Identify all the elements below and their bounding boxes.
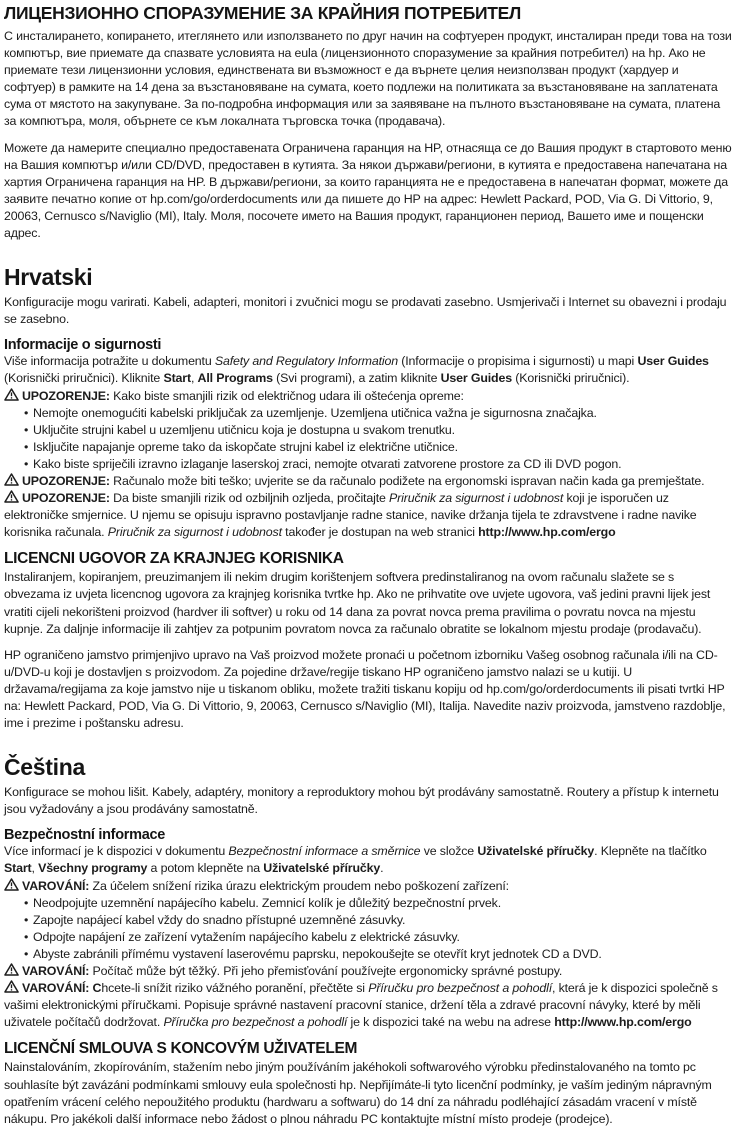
hr-warning-injury: UPOZORENJE: Da biste smanjili rizik od ozbiljnih ozljeda, pročitajte Priručnik za sigurnost i udobnost koji je isporučen uz elektroničke smjernice. U njemu se opisuju ispravno postavljanje radne stanice, navike držanja tijela te zdravstvene i radne navike korisnika računala. Priručnik za sigurnost i udobnost također je dostupan na web stranici http://www.hp.com/ergo	[4, 491, 697, 540]
cs-intro-paragraph: Konfigurace se mohou lišit. Kabely, adaptéry, monitory a reproduktory mohou být prodávány samostatně. Routery a přístup k internetu jsou vyžadovány a jsou prodávány samostatně.	[4, 785, 719, 817]
hr-warning-heavy: UPOZORENJE: Računalo može biti teško; uvjerite se da računalo podižete na ergonomski ispravan način kada ga premještate.	[4, 473, 733, 490]
hr-language-heading: Hrvatski	[4, 264, 93, 291]
bullet-item: • Odpojte napájení ze zařízení vytažením napájecího kabelu z elektrické zásuvky.	[4, 929, 733, 946]
bullet-item: • Kako biste spriječili izravno izlaganje laserskoj zraci, nemojte otvarati zatvorene prostore za CD ili DVD pogon.	[4, 456, 733, 473]
cs-warning-injury: VAROVÁNÍ: Chcete-li snížit riziko vážného poranění, přečtěte si Příručku pro bezpečnost a pohodlí, která je k dispozici společně s vašimi elektronickými příručkami. Popisuje správné nastavení pracovní stanice, držení těla a zdravé pracovní návyky, které by měli uživatele počítačů dodržovat. Příručka pro bezpečnost a pohodlí je k dispozici také na webu na adrese http://www.hp.com/ergo	[4, 981, 718, 1030]
cs-safety-paragraph: Více informací je k dispozici v dokumentu Bezpečnostní informace a směrnice ve složce Uživatelské příručky. Klepněte na tlačítko Start, Všechny programy a potom klepněte na Uživatelské příručky.	[4, 844, 707, 876]
bg-eula-paragraph: С инсталирането, копирането, итеглянето или използването по друг начин на софтуерен продукт, инсталиран преди това на този компютър, вие приемате да спазвате условията на eula (лицензионното споразумение за крайния потребител) на hp. Ако не приемате тези лицензионни условия, единствената ви възможност е да върнете целия неизползван продукт (хардуер и софтуер) в рамките на 14 дена за възстановяване на сумата, което подлежи на политиката за възстановяване на заплатената сума от мястото на закупуване. За по-подробна информация или за заявяване на пълното възстановяване на сумата, платена за компютъра, моля, обърнете се към локалната търговска точка (продавача).	[4, 29, 732, 129]
hr-eula-heading: LICENCNI UGOVOR ZA KRAJNJEG KORISNIKA	[4, 550, 344, 568]
bullet-item: • Zapojte napájecí kabel vždy do snadno přístupné uzemněné zásuvky.	[4, 912, 733, 929]
hr-warning-electric: UPOZORENJE: Kako biste smanjili rizik od električnog udara ili oštećenja opreme:	[4, 388, 733, 405]
warning-triangle-icon	[4, 980, 19, 993]
hr-intro-paragraph: Konfiguracije mogu varirati. Kabeli, adapteri, monitori i zvučnici mogu se prodavati zasebno. Usmjerivači i Internet su obavezni i prodaju se zasebno.	[4, 295, 727, 327]
cs-safety-heading: Bezpečnostní informace	[4, 827, 165, 844]
bullet-item: • Neodpojujte uzemnění napájecího kabelu. Zemnicí kolík je důležitý bezpečnostní prvek.	[4, 895, 733, 912]
bullet-item: • Uključite strujni kabel u uzemljenu utičnicu koja je dostupna u svakom trenutku.	[4, 422, 733, 439]
hr-warranty-paragraph: HP ograničeno jamstvo primjenjivo upravo na Vaš proizvod možete pronaći u početnom izborniku Vašeg osobnog računala i/ili na CD-u/DVD-u koji je dostavljen s proizvodom. Za pojedine države/regije tiskano HP ograničeno jamstvo nalazi se u kutiji. U državama/regijama za koje jamstvo nije u tiskanom obliku, možete tražiti tiskanu kopiju od hp.com/go/orderdocuments ili pisati tvrtki HP na: Hewlett Packard, POD, Via G. Di Vittorio, 9, 20063, Cernusco s/Naviglio (MI), Italija. Navedite naziv proizvoda, jamstveno razdoblje, ime i prezime i poštansku adresu.	[4, 647, 726, 731]
hr-warning-bullet-list	[4, 405, 733, 473]
hr-eula-paragraph: Instaliranjem, kopiranjem, preuzimanjem ili nekim drugim korištenjem softvera predinstaliranog na ovom računalu slažete se s obvezama iz uvjeta licencnog ugovora za krajnjeg korisnika tvrtke hp. Ako ne prihvatite ove uvjete ugovora, vaš jedini pravni lijek jest vratiti cijeli nekorišteni proizvod (hardver ili softver) u roku od 14 dana za povrat novca prema pravilima o povratu novca na mjestu kupnje. Za daljnje informacije ili zahtjev za potpunim povratom novca za računalo obratite se lokalnom mjestu prodaje (prodavaču).	[4, 570, 711, 636]
bg-warranty-paragraph: Можете да намерите специално предоставената Ограничена гаранция на HP, отнасяща се до Вашия продукт в стартовото меню на Вашия компютър и/или CD/DVD, предоставен в кутията. За някои държави/региони, в кутията е предоставена напечатана на хартия Ограничена гаранция на HP. В държави/региони, за които гаранцията не е предоставена в напечатан формат, можете да заявите печатно копие от hp.com/go/orderdocuments или да пишете до HP на адрес: Hewlett Packard, POD, Via G. Di Vittorio, 9, 20063, Cernusco s/Naviglio (MI), Italy. Моля, посочете името на Вашия продукт, гаранционен период, Вашето име и пощенски адрес.	[4, 140, 732, 241]
cs-eula-paragraph: Nainstalováním, zkopírováním, stažením nebo jiným používáním jakéhokoli softwarového výrobku předinstalovaného na tomto pc souhlasíte být zavázáni podmínkami smlouvy eula společnosti hp. Nepřijímáte-li tyto licenční podmínky, je vaším jediným nápravným opatřením vrácení celého nepoužitého produktu (hardwaru a softwaru) do 14 dní za náhradu podléhající zásadám vracení v místě nákupu. Pro jakékoli další informace nebo žádost o plnou náhradu PC kontaktujte místní místo prodeje (prodejce).	[4, 1060, 712, 1126]
cs-language-heading: Čeština	[4, 754, 85, 781]
hr-safety-paragraph: Više informacija potražite u dokumentu Safety and Regulatory Information (Informacije o propisima i sigurnosti) u mapi User Guides (Korisnički priručnici). Kliknite Start, All Programs (Svi programi), a zatim kliknite User Guides (Korisnički priručnici).	[4, 354, 709, 386]
bg-eula-title: ЛИЦЕНЗИОННО СПОРАЗУМЕНИЕ ЗА КРАЙНИЯ ПОТРЕБИТЕЛ	[4, 3, 522, 23]
warning-triangle-icon	[4, 473, 19, 486]
warning-triangle-icon	[4, 963, 19, 976]
bullet-item: • Nemojte onemogućiti kabelski priključak za uzemljenje. Uzemljena utičnica važna je sigurnosna značajka.	[4, 405, 733, 422]
cs-eula-heading: LICENČNÍ SMLOUVA S KONCOVÝM UŽIVATELEM	[4, 1040, 358, 1058]
bullet-item: • Abyste zabránili přímému vystavení laserovému paprsku, nepokoušejte se otevřít kryt jednotek CD a DVD.	[4, 946, 733, 963]
warning-triangle-icon	[4, 490, 19, 503]
bullet-item: • Isključite napajanje opreme tako da iskopčate strujni kabel iz električne utičnice.	[4, 439, 733, 456]
cs-warning-electric: VAROVÁNÍ: Za účelem snížení rizika úrazu elektrickým proudem nebo poškození zařízení:	[4, 878, 733, 895]
warning-triangle-icon	[4, 878, 19, 891]
cs-warning-bullet-list	[4, 895, 733, 963]
warning-triangle-icon	[4, 388, 19, 401]
hr-safety-heading: Informacije o sigurnosti	[4, 337, 162, 354]
cs-warning-heavy: VAROVÁNÍ: Počítač může být těžký. Při jeho přemisťování používejte ergonomicky správné postupy.	[4, 963, 733, 980]
